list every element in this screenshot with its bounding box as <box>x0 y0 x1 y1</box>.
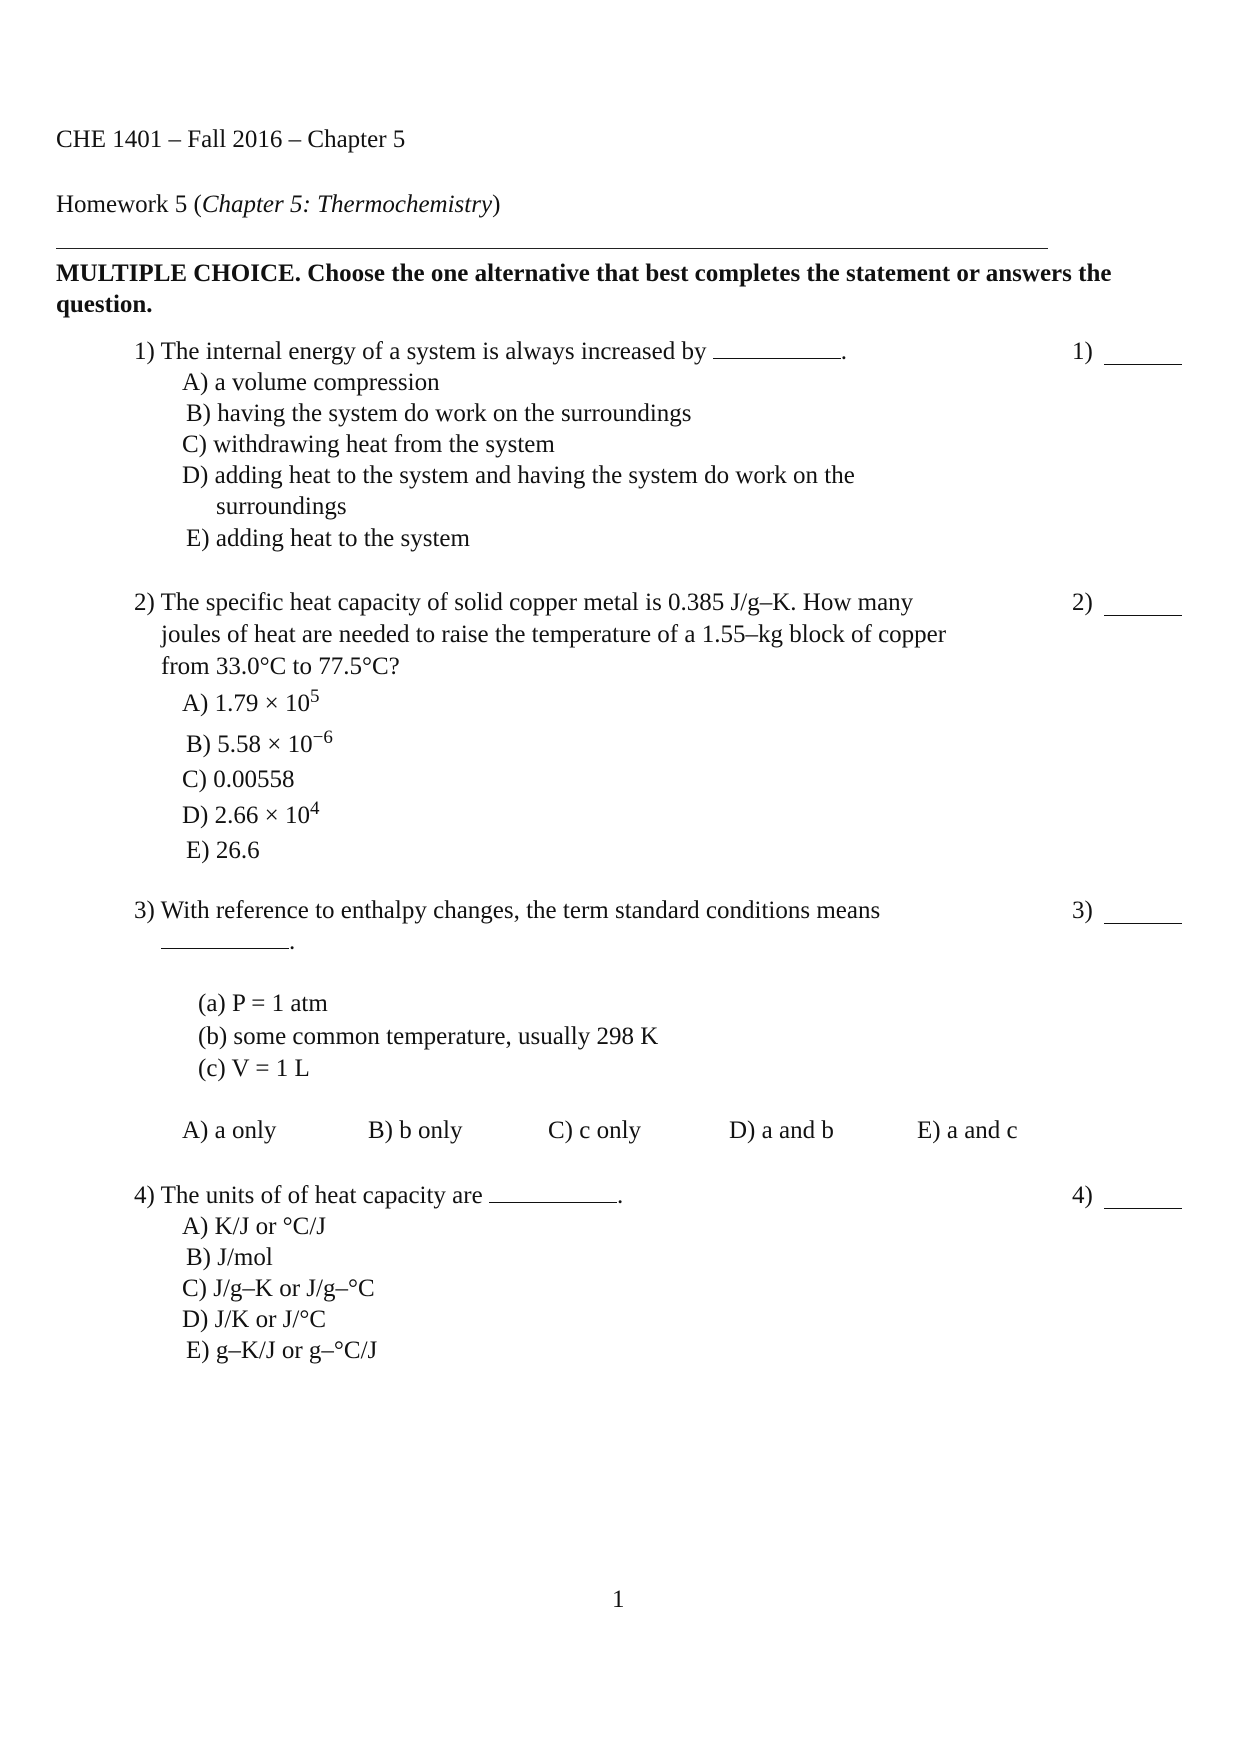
question-2-option-d-exponent: 4 <box>309 798 320 819</box>
question-4-stem <box>134 1181 623 1211</box>
question-3-option-e: E) a and c <box>917 1117 1018 1144</box>
question-2-option-a-exponent: 5 <box>309 686 320 707</box>
question-3-option-d: D) a and b <box>729 1117 834 1144</box>
question-2-option-b <box>186 727 333 760</box>
question-2-option-b-exponent: −6 <box>312 727 333 748</box>
question-1-stem <box>134 337 847 367</box>
question-1-stem-end: . <box>840 338 848 365</box>
question-2-stem-line-1: 2) The specific heat capacity of solid copper metal is 0.385 J/g–K. How many <box>134 589 914 616</box>
question-3-statement-a: (a) P = 1 atm <box>198 990 328 1017</box>
question-2-option-d <box>182 798 320 831</box>
question-2-option-e: E) 26.6 <box>186 837 260 864</box>
question-1-stem-text: 1) The internal energy of a system is always increased by <box>134 338 713 365</box>
question-1-option-d-continued: surroundings <box>216 493 347 520</box>
question-1-option-d: D) adding heat to the system and having the system do work on the <box>182 462 855 489</box>
question-2-option-b-base: B) 5.58 × 10 <box>186 731 313 758</box>
answer-blank-1[interactable] <box>1104 364 1182 365</box>
answer-label-1: 1) <box>1072 338 1093 365</box>
question-3-statement-b: (b) some common temperature, usually 298 K <box>198 1023 659 1050</box>
question-2-option-d-base: D) 2.66 × 10 <box>182 802 310 829</box>
answer-blank-3[interactable] <box>1104 923 1182 924</box>
question-4-option-d: D) J/K or J/°C <box>182 1306 327 1333</box>
question-4-option-b: B) J/mol <box>186 1244 273 1271</box>
question-2-stem-line-3: from 33.0°C to 77.5°C? <box>161 653 400 680</box>
question-3-blank <box>161 930 289 949</box>
question-3-option-b: B) b only <box>368 1117 463 1144</box>
homework-title <box>56 190 500 220</box>
question-4-option-e: E) g–K/J or g–°C/J <box>186 1337 378 1364</box>
course-title: CHE 1401 – Fall 2016 – Chapter 5 <box>56 126 406 153</box>
question-2-option-c: C) 0.00558 <box>182 766 295 793</box>
question-2-option-a <box>182 686 320 719</box>
question-2-stem-line-2: joules of heat are needed to raise the temperature of a 1.55–kg block of copper <box>161 621 947 648</box>
answer-label-4: 4) <box>1072 1182 1093 1209</box>
question-1-blank <box>713 340 841 359</box>
question-1-option-a: A) a volume compression <box>182 369 440 396</box>
answer-blank-2[interactable] <box>1104 615 1182 616</box>
homework-prefix: Homework 5 ( <box>56 191 202 218</box>
instructions: MULTIPLE CHOICE. Choose the one alternative that best completes the statement or answers the question. <box>56 260 1112 318</box>
question-4-option-c: C) J/g–K or J/g–°C <box>182 1275 375 1302</box>
question-3-option-c: C) c only <box>548 1117 642 1144</box>
homework-suffix: ) <box>492 191 501 218</box>
homework-topic: Chapter 5: Thermochemistry <box>201 191 493 218</box>
question-1-option-e: E) adding heat to the system <box>186 525 470 552</box>
question-4-option-a: A) K/J or °C/J <box>182 1213 327 1240</box>
page-number: 1 <box>612 1586 625 1613</box>
question-4-stem-end: . <box>616 1182 624 1209</box>
question-1-option-b: B) having the system do work on the surroundings <box>186 400 692 427</box>
answer-blank-4[interactable] <box>1104 1208 1182 1209</box>
question-3-stem-line-1: 3) With reference to enthalpy changes, the term standard conditions means <box>134 897 881 924</box>
header-divider <box>56 248 1048 249</box>
question-4-blank <box>489 1184 617 1203</box>
question-3-statement-c: (c) V = 1 L <box>198 1055 310 1082</box>
question-3-stem-line-2 <box>161 927 295 957</box>
question-3-stem-end: . <box>289 928 296 955</box>
question-3-option-a: A) a only <box>182 1117 277 1144</box>
answer-label-3: 3) <box>1072 897 1093 924</box>
question-4-stem-text: 4) The units of of heat capacity are <box>134 1182 489 1209</box>
answer-label-2: 2) <box>1072 589 1093 616</box>
question-1-option-c: C) withdrawing heat from the system <box>182 431 555 458</box>
question-2-option-a-base: A) 1.79 × 10 <box>182 690 310 717</box>
